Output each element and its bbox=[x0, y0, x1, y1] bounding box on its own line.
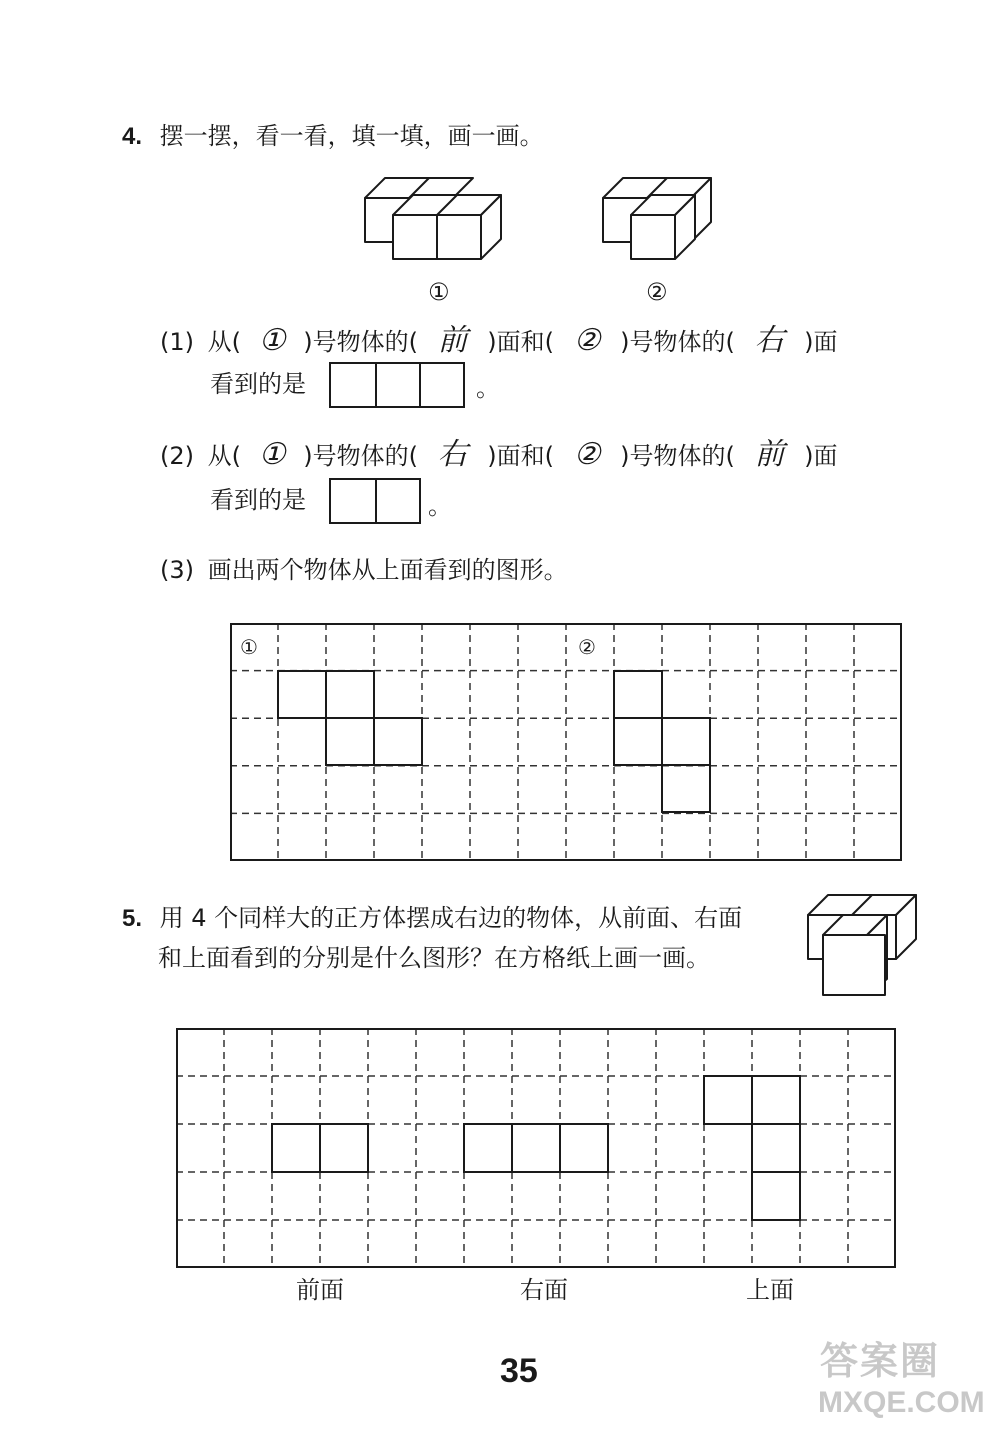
q4-grid-label-1: ① bbox=[240, 635, 258, 659]
q4-p1-label: (1) bbox=[160, 328, 194, 356]
q4-p2-text-mid2: )面和( bbox=[487, 442, 554, 470]
q4-p1-answer-3: ② bbox=[573, 323, 601, 358]
q4-p1-text-mid2: )面和( bbox=[487, 328, 554, 356]
q4-p2-period: 。 bbox=[428, 492, 452, 520]
page-number: 35 bbox=[500, 1352, 538, 1390]
q5-label-right: 右面 bbox=[520, 1276, 568, 1304]
q4-number: 4. bbox=[122, 123, 143, 150]
q4-figure-1 bbox=[360, 178, 510, 268]
q4-p2-answer-4: 前 bbox=[754, 437, 785, 472]
q4-p1-period: 。 bbox=[476, 374, 500, 402]
q4-p2-text-mid1: )号物体的( bbox=[303, 442, 418, 470]
q4-heading bbox=[122, 124, 544, 149]
q4-p1-text-end: )面 bbox=[804, 328, 838, 356]
q5-drawn-top-view bbox=[704, 1076, 800, 1220]
q5-line1 bbox=[122, 906, 742, 931]
q4-fig-label-2: ② bbox=[646, 278, 668, 306]
q4-top-view-grid bbox=[230, 623, 902, 861]
q5-figure bbox=[803, 893, 923, 998]
q4-p1-answer-4: 右 bbox=[754, 323, 785, 358]
q4-p1-text-from: 从( bbox=[207, 328, 242, 356]
q5-drawn-front-view bbox=[272, 1124, 368, 1172]
q5-label-top: 上面 bbox=[746, 1276, 794, 1304]
q4-p1-answer-2: 前 bbox=[437, 323, 468, 358]
q5-text-line1: 用 4 个同样大的正方体摆成右边的物体，从前面、右面 bbox=[159, 904, 743, 932]
answer-box-cell bbox=[375, 480, 419, 522]
answer-box-cell bbox=[419, 364, 463, 406]
q4-p1-answer-1: ① bbox=[258, 323, 286, 358]
q4-p1-line2: 看到的是 bbox=[210, 370, 306, 398]
q4-drawn-top-view-2 bbox=[614, 671, 710, 812]
q4-p1-text-mid3: )号物体的( bbox=[620, 328, 735, 356]
q4-p2-line1 bbox=[160, 437, 838, 472]
q5-label-front: 前面 bbox=[296, 1276, 344, 1304]
q4-figure-2 bbox=[598, 178, 718, 268]
answer-box-cell bbox=[331, 364, 375, 406]
answer-box-cell bbox=[331, 480, 375, 522]
q4-p2-answer-2: 右 bbox=[437, 437, 468, 472]
q4-p2-line2: 看到的是 bbox=[210, 486, 306, 514]
q4-drawn-top-view-1 bbox=[278, 671, 422, 765]
q5-drawn-right-view bbox=[464, 1124, 608, 1172]
watermark-url: MXQE.COM bbox=[818, 1386, 985, 1419]
q5-text-line2: 和上面看到的分别是什么图形？在方格纸上画一画。 bbox=[158, 944, 710, 972]
q4-fig-label-1: ① bbox=[428, 278, 450, 306]
q4-instruction: 摆一摆，看一看，填一填，画一画。 bbox=[159, 122, 544, 150]
q4-p2-answer-box bbox=[329, 478, 421, 524]
q4-p1-answer-box bbox=[329, 362, 465, 408]
watermark-logo: 答案圈 bbox=[820, 1341, 941, 1383]
q4-p2-answer-1: ① bbox=[258, 437, 286, 472]
q4-p2-text-mid3: )号物体的( bbox=[620, 442, 735, 470]
q4-p2-answer-3: ② bbox=[573, 437, 601, 472]
q4-p2-text-from: 从( bbox=[207, 442, 242, 470]
q4-p3-line bbox=[160, 558, 568, 582]
q4-grid-label-2: ② bbox=[578, 635, 596, 659]
answer-box-cell bbox=[375, 364, 419, 406]
q5-number: 5. bbox=[122, 905, 143, 932]
q4-p3-label: (3) bbox=[160, 556, 194, 584]
q4-p1-text-mid1: )号物体的( bbox=[303, 328, 418, 356]
q4-p3-text: 画出两个物体从上面看到的图形。 bbox=[207, 556, 568, 584]
q4-p1-line1 bbox=[160, 323, 838, 358]
q4-p2-label: (2) bbox=[160, 442, 194, 470]
q5-view-grid bbox=[176, 1028, 896, 1268]
q4-p2-text-end: )面 bbox=[804, 442, 838, 470]
